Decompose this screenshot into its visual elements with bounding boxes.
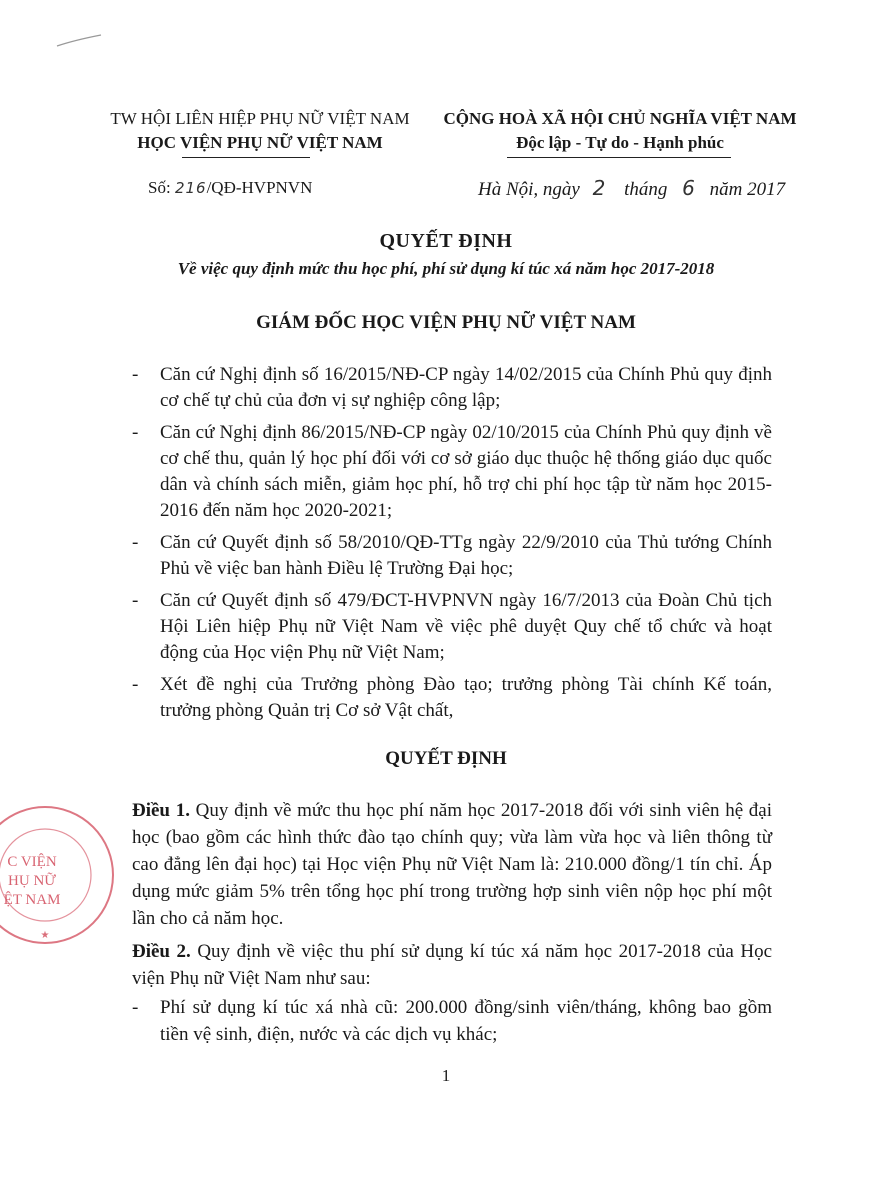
basis-text: Căn cứ Quyết định số 58/2010/QĐ-TTg ngày 22/9/2010 của Thủ tướng Chính Phủ về việc ban hành Điều lệ Trường Đại học; [160,532,772,579]
article-1-label: Điều 1. [132,800,190,821]
bullet-dash: - [132,997,139,1018]
bullet-dash: - [132,674,139,695]
article-2-text: Quy định về việc thu phí sử dụng kí túc xá năm học 2017-2018 của Học viện Phụ nữ Việt Nam như sau: [132,941,772,989]
national-motto-block [430,107,810,155]
official-seal-stamp [0,800,120,950]
article-1 [132,797,772,932]
bullet-dash: - [132,590,139,611]
date-year: năm 2017 [709,179,786,200]
issuer-name: HỌC VIỆN PHỤ NỮ VIỆT NAM [137,133,383,152]
document-title: QUYẾT ĐỊNH [379,230,513,252]
motto-underline [507,157,731,158]
list-item [132,672,772,724]
document-subtitle: Về việc quy định mức thu học phí, phí sử dụng kí túc xá năm học 2017-2018 [177,259,715,278]
seal-text-line1: C VIỆN [7,854,57,870]
seal-text-line3: ỆT NAM [3,892,61,908]
basis-text: Căn cứ Quyết định số 479/ĐCT-HVPNVN ngày 16/7/2013 của Đoàn Chủ tịch Hội Liên hiệp Phụ nữ Việt Nam về việc phê duyệt Quy chế tổ chức và hoạt động của Học viện Phụ nữ Việt Nam; [160,590,772,663]
article-2-item-text: Phí sử dụng kí túc xá nhà cũ: 200.000 đồng/sinh viên/tháng, không bao gồm tiền vệ sinh, điện, nước và các dịch vụ khác; [160,997,772,1045]
article-2 [132,938,772,992]
date-month-label: tháng [624,179,668,200]
articles-section [132,797,772,1048]
basis-text: Xét đề nghị của Trưởng phòng Đào tạo; trưởng phòng Tài chính Kế toán, trưởng phòng Quản trị Cơ sở Vật chất, [160,674,772,721]
motto: Độc lập - Tự do - Hạnh phúc [516,133,724,152]
pen-mark [55,32,105,52]
date-prefix: Hà Nội, ngày [478,179,580,200]
issuer-underline [182,157,310,158]
legal-basis-list [132,362,772,730]
seal-star-icon: ★ [40,930,50,941]
list-item [132,994,772,1048]
article-1-text: Quy định về mức thu học phí năm học 2017-2018 đối với sinh viên hệ đại học (bao gồm các hình thức đào tạo chính quy; vừa làm vừa học và liên thông từ cao đẳng lên đại học) tại Học viện Phụ nữ Việt Nam là: 210.000 đồng/1 tín chỉ. Áp dụng mức giảm 5% trên tổng học phí trong trường hợp sinh viên nộp học phí một lần cho cả năm học. [132,800,773,929]
decision-heading: QUYẾT ĐỊNH [385,748,507,769]
basis-text: Căn cứ Nghị định 86/2015/NĐ-CP ngày 02/10/2015 của Chính Phủ quy định về cơ chế thu, quản lý học phí đối với cơ sở giáo dục thuộc hệ thống giáo dục quốc dân và chính sách miễn, giảm học phí, hỗ trợ chi phí học tập từ năm học 2015-2016 đến năm học 2020-2021; [160,422,772,521]
number-suffix: /QĐ-HVPNVN [206,178,313,197]
issuer-parent: TW HỘI LIÊN HIỆP PHỤ NỮ VIỆT NAM [110,109,410,128]
country-name: CỘNG HOÀ XÃ HỘI CHỦ NGHĨA VIỆT NAM [443,109,797,128]
list-item [132,530,772,582]
issuer-block [90,107,430,155]
bullet-dash: - [132,422,139,443]
authority-heading: GIÁM ĐỐC HỌC VIỆN PHỤ NỮ VIỆT NAM [256,312,636,333]
date-day: 2 [592,176,606,200]
document-number [148,178,312,198]
list-item [132,420,772,524]
number-prefix: Số: [148,178,171,197]
article-2-label: Điều 2. [132,941,191,962]
page-number: 1 [441,1066,451,1085]
number-handwritten: 216 [174,179,207,197]
seal-text-line2: HỤ NỮ [8,873,56,889]
list-item [132,588,772,666]
basis-text: Căn cứ Nghị định số 16/2015/NĐ-CP ngày 14/02/2015 của Chính Phủ quy định cơ chế tự chủ của đơn vị sự nghiệp công lập; [160,364,772,411]
bullet-dash: - [132,364,139,385]
document-date [478,176,785,201]
date-month: 6 [682,176,695,200]
bullet-dash: - [132,532,139,553]
list-item [132,362,772,414]
